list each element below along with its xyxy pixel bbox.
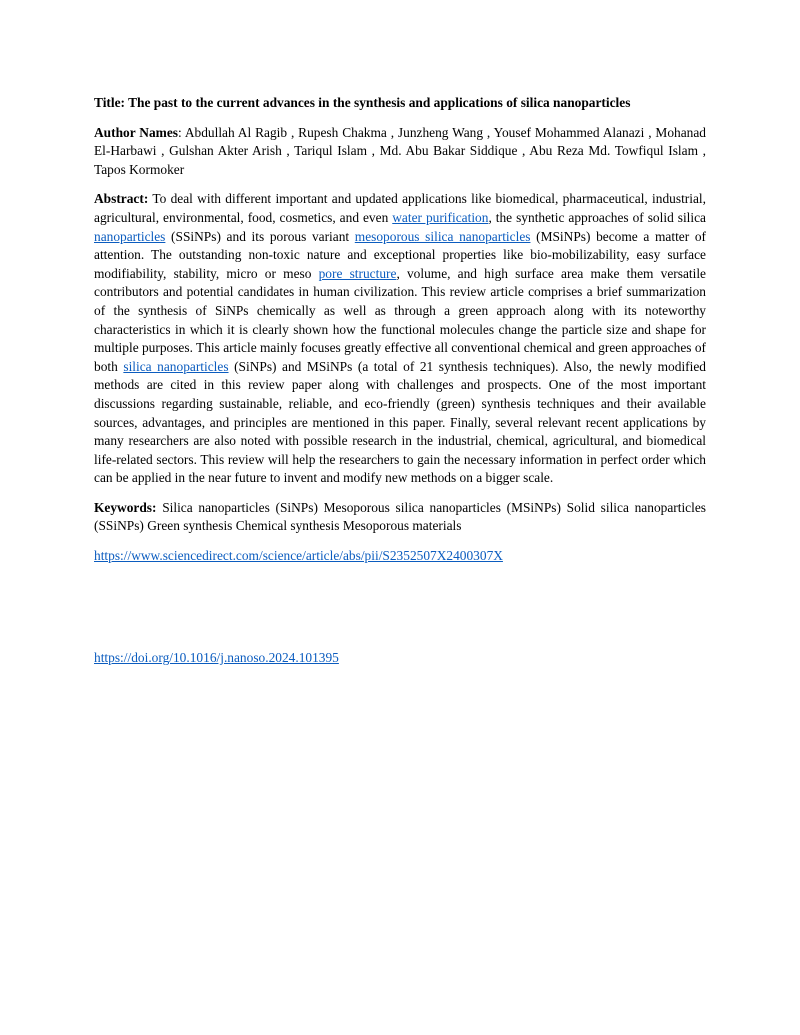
abstract bbox=[94, 190, 706, 488]
paper-title bbox=[94, 94, 706, 113]
link-silica-nanoparticles[interactable]: silica nanoparticles bbox=[123, 358, 229, 374]
doi-line bbox=[94, 649, 339, 668]
title-text: The past to the current advances in the synthesis and applications of silica nanoparticles bbox=[128, 95, 631, 110]
abstract-text-6: (SiNPs) and MSiNPs (a total of 21 synthesis techniques). Also, the newly modified methods are cited in this review paper along with challenges and prospects. One of the most important discussions regarding sustainable, reliable, and eco-friendly (green) synthesis techniques and their available sources, advantages, and principles are mentioned in this paper. Finally, several relevant recent applications by many researchers are also noted with possible research in the industrial, chemical, agricultural, and biomedical life-related sectors. This review will help the researchers to gain the necessary information in perfect order which can be applied in the near future to invent and modify new methods on a bigger scale. bbox=[94, 358, 706, 486]
author-names-text: : Abdullah Al Ragib , Rupesh Chakma , Junzheng Wang , Yousef Mohammed Alanazi , Mohanad El-Harbawi , Gulshan Akter Arish , Tariqul Islam , Md. Abu Bakar Siddique , Abu Reza Md. Towfiqul Islam , Tapos Kormoker bbox=[94, 124, 707, 177]
title-label: Title: bbox=[94, 95, 125, 110]
document-body bbox=[94, 94, 706, 577]
article-url-line bbox=[94, 547, 706, 566]
link-water-purification[interactable]: water purification bbox=[392, 209, 489, 225]
abstract-text-4: (MSiNPs) become a matter of attention. The outstanding non-toxic nature and exceptional properties like bio-mobilizability, easy surface modifiability, stability, micro or meso bbox=[94, 228, 706, 281]
abstract-text-1: To deal with different important and updated applications like biomedical, pharmaceutical, industrial, agricultural, environmental, food, cosmetics, and even bbox=[94, 191, 706, 225]
abstract-text-5: , volume, and high surface area make them versatile contributors and potential candidates in human civilization. This review article comprises a brief summarization of the synthesis of SiNPs chemically as well as through a green approach along with its noteworthy characteristics in which it is clearly shown how the functional molecules change the particle size and shape for multiple purposes. This article mainly focuses greatly effective all conventional chemical and green approaches of both bbox=[94, 265, 706, 374]
author-names bbox=[94, 124, 706, 180]
abstract-text-2: , the synthetic approaches of solid silica bbox=[488, 209, 706, 225]
abstract-text-3: (SSiNPs) and its porous variant bbox=[165, 228, 355, 244]
author-names-label: Author Names bbox=[94, 124, 178, 140]
keywords-label: Keywords: bbox=[94, 499, 157, 515]
link-mesoporous-silica-nanoparticles[interactable]: mesoporous silica nanoparticles bbox=[354, 228, 531, 244]
keywords bbox=[94, 499, 706, 536]
keywords-text: Silica nanoparticles (SiNPs) Mesoporous silica nanoparticles (MSiNPs) Solid silica nanoparticles (SSiNPs) Green synthesis Chemical synthesis Mesoporous materials bbox=[94, 499, 706, 534]
article-url-link[interactable]: https://www.sciencedirect.com/science/article/abs/pii/S2352507X2400307X bbox=[94, 548, 503, 564]
doi-link[interactable]: https://doi.org/10.1016/j.nanoso.2024.101395 bbox=[94, 650, 339, 665]
abstract-label: Abstract: bbox=[94, 191, 149, 207]
link-pore-structure[interactable]: pore structure bbox=[318, 265, 397, 281]
link-nanoparticles[interactable]: nanoparticles bbox=[94, 228, 166, 244]
